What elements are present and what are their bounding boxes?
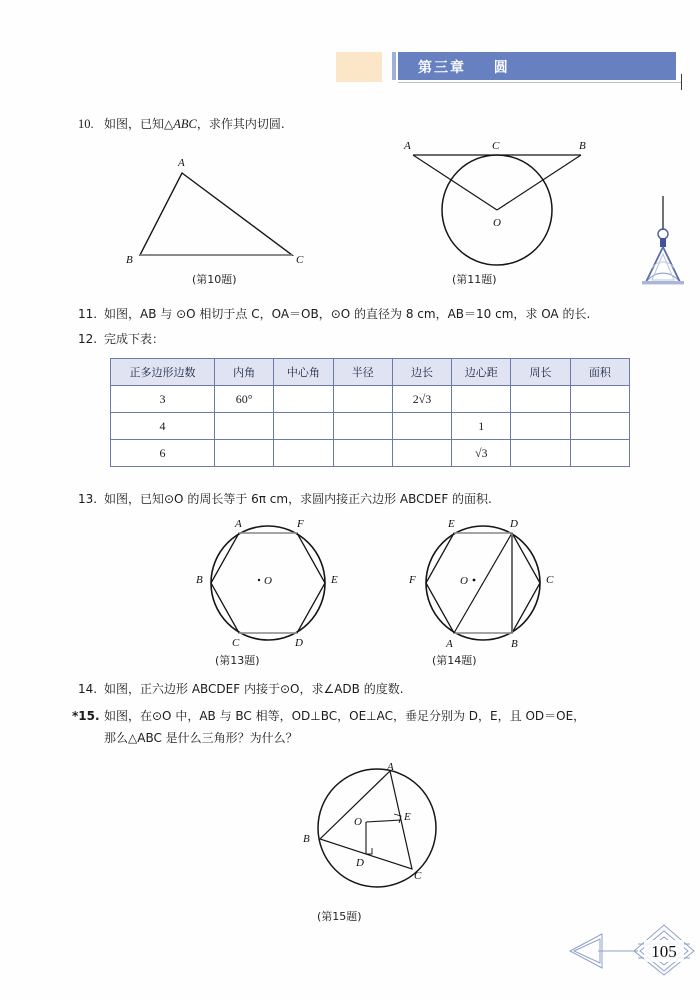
cell-perimeter[interactable] [511,440,570,467]
question-13-number: 13. [78,492,98,506]
cell-radius[interactable] [333,440,392,467]
question-11-number: 11. [78,307,98,321]
question-10-text-b: ，求作其内切圆. [196,117,285,131]
figure-13-label-C: C [232,637,240,649]
figure-11-label-O: O [493,217,501,229]
figure-15-label-C: C [414,870,422,882]
header-bar-edge [392,52,396,80]
figure-15-label-A: A [387,761,394,773]
cell-side[interactable] [392,440,451,467]
table-header-row [111,359,630,386]
page-number: 105 [651,942,677,961]
figure-11-caption: (第11题) [452,273,497,286]
figure-13-caption: (第13题) [215,654,260,667]
figure-11 [395,138,605,268]
question-10-text-a: 如图，已知△ [104,117,174,131]
question-10-math: ABC [173,117,197,131]
figure-15-caption: (第15题) [317,910,362,923]
figure-13-label-O: O [264,575,272,587]
table-row [111,440,630,467]
figure-15-label-E: E [404,811,411,823]
col-apothem: 边心距 [452,359,511,386]
question-11-text: 如图，AB 与 ⊙O 相切于点 C，OA＝OB，⊙O 的直径为 8 cm，AB＝10 cm，求 OA 的长. [104,307,591,321]
question-10-number: 10. [78,117,94,131]
figure-15-label-D: D [356,857,364,869]
figure-13-label-A: A [235,518,242,530]
header-rule [398,82,682,83]
cell-central[interactable] [274,440,333,467]
cell-perimeter[interactable] [511,413,570,440]
cell-area[interactable] [570,413,629,440]
folio-ornament-icon [568,918,696,983]
question-12-text: 完成下表： [104,332,165,346]
cell-area[interactable] [570,386,629,413]
cell-radius[interactable] [333,413,392,440]
figure-15 [290,761,480,905]
question-15 [72,707,585,726]
col-area: 面积 [570,359,629,386]
question-13 [78,490,492,509]
header-accent-block [336,52,382,82]
cell-side[interactable] [392,413,451,440]
question-12-number: 12. [78,332,98,346]
question-11 [78,305,590,324]
cell-central[interactable] [274,386,333,413]
question-13-text: 如图，已知⊙O 的周长等于 6π cm，求圆内接正六边形 ABCDEF 的面积. [104,492,492,506]
question-14-number: 14. [78,682,98,696]
col-perimeter: 周长 [511,359,570,386]
cell-perimeter[interactable] [511,386,570,413]
cell-area[interactable] [570,440,629,467]
cell-apothem[interactable] [452,386,511,413]
figure-10-label-A: A [178,157,185,169]
figure-13-label-E: E [331,574,338,586]
col-central: 中心角 [274,359,333,386]
question-15-continued [104,729,298,748]
header-title: 圆 [493,60,510,76]
figure-14-caption: (第14题) [432,654,477,667]
cell-apothem[interactable]: √3 [452,440,511,467]
header-tick [681,74,682,90]
question-14-text: 如图，正六边形 ABCDEF 内接于⊙O，求∠ADB 的度数. [104,682,404,696]
figure-14-label-F: F [409,574,416,586]
figure-10-caption: (第10题) [192,273,237,286]
question-12 [78,330,164,349]
figure-11-label-C: C [492,140,500,152]
cell-sides: 3 [111,386,215,413]
figure-10-label-B: B [126,254,133,266]
figure-13 [185,518,355,653]
figure-14-label-B: B [511,638,518,650]
figure-14-label-C: C [546,574,554,586]
figure-14-label-E: E [448,518,455,530]
header-chapter: 第三章 [418,60,466,76]
figure-15-label-O: O [354,816,362,828]
figure-10 [120,155,320,270]
col-sides: 正多边形边数 [111,359,215,386]
cell-radius[interactable] [333,386,392,413]
table-row [111,413,630,440]
compass-icon [636,196,690,293]
cell-apothem[interactable]: 1 [452,413,511,440]
figure-14-label-D: D [510,518,518,530]
header-chapter-title [418,57,510,77]
cell-interior[interactable] [215,413,274,440]
figure-13-label-D: D [295,637,303,649]
regular-polygon-table [110,358,630,467]
cell-interior[interactable]: 60° [215,386,274,413]
figure-15-label-B: B [303,833,310,845]
col-interior: 内角 [215,359,274,386]
question-14 [78,680,404,699]
figure-10-label-C: C [296,254,304,266]
figure-13-label-B: B [196,574,203,586]
cell-central[interactable] [274,413,333,440]
cell-sides: 6 [111,440,215,467]
question-15-line2: 那么△ABC 是什么三角形？为什么？ [104,731,298,745]
figure-14-label-A: A [446,638,453,650]
figure-13-label-F: F [297,518,304,530]
figure-14-label-O: O [460,575,468,587]
figure-14 [400,518,570,653]
question-15-line1: 如图，在⊙O 中，AB 与 BC 相等，OD⊥BC，OE⊥AC，垂足分别为 D，E，且 OD＝OE， [104,709,586,723]
table-row [111,386,630,413]
col-radius: 半径 [333,359,392,386]
question-10 [78,115,285,134]
cell-interior[interactable] [215,440,274,467]
col-side: 边长 [392,359,451,386]
figure-11-label-B: B [579,140,586,152]
cell-side[interactable]: 2√3 [392,386,451,413]
question-15-number: *15. [72,709,100,723]
cell-sides: 4 [111,413,215,440]
figure-11-label-A: A [404,140,411,152]
